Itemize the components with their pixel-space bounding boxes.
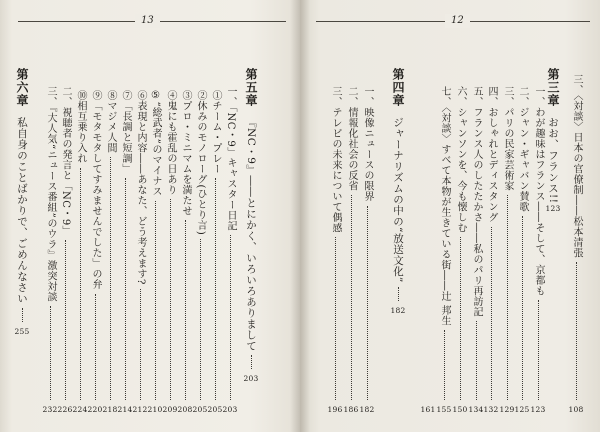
page-number: 129 — [499, 405, 515, 414]
leader-dots — [398, 287, 399, 301]
entry-title: 二、視聴者の発言と「NC・9」 — [60, 86, 71, 237]
entry-title: 三、〈対談〉日本の官僚制――松本清張 — [571, 74, 582, 258]
entry-title: 三、パリの民家芸術家 — [502, 86, 513, 191]
page-number: 208 — [177, 405, 193, 414]
page-number: 214 — [117, 405, 133, 414]
leader-dots — [460, 237, 461, 400]
page-number: 196 — [327, 405, 343, 414]
page-number: 226 — [57, 405, 73, 414]
toc-entry — [529, 86, 547, 414]
page-number: 232 — [42, 405, 58, 414]
page-number: 132 — [483, 405, 499, 414]
entry-title: 四、おしゃれとディスタング — [486, 86, 497, 223]
entry-title: 一、「NC・9」キャスター日記 — [225, 86, 236, 232]
leader-dots — [110, 157, 111, 400]
page-number: 123 — [530, 405, 546, 414]
entry-title: ⑨「モタモタしてすみませんでした」の弁 — [90, 90, 101, 290]
toc-entry — [326, 86, 344, 414]
chapter-title: 私自身のことばかりで、ごめんなさい — [16, 117, 28, 304]
leader-dots — [335, 237, 336, 400]
entry-title: 三、『大人気“ニュース番組”のウラ』激突対談 — [45, 86, 56, 303]
chapter-label: 第五章 — [244, 68, 258, 107]
toc-entry — [498, 86, 516, 414]
entry-title: ⑥表現と内容――あなた、どう考えます? — [135, 90, 146, 285]
toc-entry — [342, 86, 360, 414]
entry-title: 二、情報化社会の反省 — [346, 86, 357, 191]
leader-dots — [140, 289, 141, 400]
toc-entry — [419, 86, 437, 414]
entry-title: 五、フランス人のしたたかさ――私のパリ再訪記 — [471, 86, 482, 317]
leader-dots — [125, 178, 126, 400]
leader-dots — [200, 239, 201, 400]
entry-title: 二、ジャン・ギャバン賛歌 — [517, 86, 528, 212]
page-number: 205 — [207, 405, 223, 414]
leader-dots — [444, 330, 445, 400]
leader-dots — [50, 306, 51, 400]
leader-dots — [367, 206, 368, 401]
entry-title: ⑦「長調と短調」 — [120, 90, 131, 174]
entry-title: ①チーム・プレー — [210, 90, 221, 174]
chapter-title: おお、フランス!! — [547, 117, 559, 204]
entry-title: 六、シャンソンを、今も懐しむ — [455, 86, 466, 233]
book-gutter — [290, 0, 310, 432]
leader-dots — [576, 262, 577, 400]
leader-dots — [507, 195, 508, 400]
leader-dots — [185, 220, 186, 400]
chapter-label: 第四章 — [391, 68, 405, 107]
toc-entry — [435, 86, 453, 414]
page-number: 108 — [568, 405, 584, 414]
entry-title: ②休みのモノローグ(ひとり言) — [195, 90, 206, 236]
page-number: 255 — [14, 327, 30, 336]
page-folio-right: 12 — [445, 14, 470, 28]
chapter-label: 第六章 — [15, 68, 29, 107]
entry-title: ⑤“総武者”のマイナス — [150, 90, 161, 197]
page-number: 150 — [452, 405, 468, 414]
chapter-heading — [13, 68, 31, 336]
toc-entry — [41, 86, 59, 414]
leader-dots — [538, 300, 539, 400]
leader-dots — [251, 355, 252, 369]
page-number: 161 — [420, 405, 436, 414]
entry-title: 七、〈対談〉すべて本物が生きている街――辻 邦生 — [439, 86, 450, 327]
toc-entry — [467, 86, 485, 414]
chapter-title: ジャーナリズムの中の“放送文化” — [392, 117, 404, 283]
chapter-heading — [389, 68, 407, 315]
page-number: 125 — [514, 405, 530, 414]
page-number: 182 — [359, 405, 375, 414]
entry-title: 一、わが趣味はフランス――そして、京都も — [533, 86, 544, 296]
page-number: 123 — [545, 204, 561, 214]
entry-title: ③プロ・ミニマムを満たせ — [180, 90, 191, 216]
page-number: 182 — [390, 305, 406, 315]
page-number: 186 — [343, 405, 359, 414]
leader-dots — [522, 216, 523, 400]
entry-title: ④鬼にも霍乱の日あり — [165, 90, 176, 195]
page-number: 205 — [192, 405, 208, 414]
leader-dots — [170, 199, 171, 400]
leader-dots — [65, 240, 66, 400]
entry-title: ⑩相互乗り入れ — [75, 90, 86, 164]
page-number: 155 — [436, 405, 452, 414]
entry-title: ⑧マジメ人間 — [105, 90, 116, 153]
toc-entry — [451, 86, 469, 414]
page-number: 212 — [132, 405, 148, 414]
chapter-label: 第三章 — [546, 68, 560, 107]
page-number: 220 — [87, 405, 103, 414]
page-number: 210 — [147, 405, 163, 414]
page-number: 209 — [162, 405, 178, 414]
leader-dots — [230, 235, 231, 400]
page-number: 218 — [102, 405, 118, 414]
page-number: 203 — [243, 374, 259, 384]
leader-dots — [95, 294, 96, 401]
leader-dots — [491, 227, 492, 401]
toc-entry — [358, 86, 376, 414]
leader-dots — [155, 201, 156, 400]
page-number: 224 — [72, 405, 88, 414]
page-folio-left: 13 — [135, 14, 160, 28]
chapter-title: 『NC・9』――とにかく、いろいろありまして — [245, 117, 257, 352]
leader-dots — [351, 195, 352, 400]
entry-title: 一、映像ニュースの限界 — [362, 86, 373, 202]
entry-title: 三、テレビの未来について偶感 — [330, 86, 341, 233]
page-number: 203 — [222, 405, 238, 414]
chapter-heading — [242, 68, 260, 383]
leader-dots — [476, 321, 477, 400]
toc-entry — [567, 74, 585, 414]
leader-dots — [215, 178, 216, 400]
leader-dots — [80, 168, 81, 401]
page-number: 134 — [468, 405, 484, 414]
leader-dots — [22, 308, 23, 322]
